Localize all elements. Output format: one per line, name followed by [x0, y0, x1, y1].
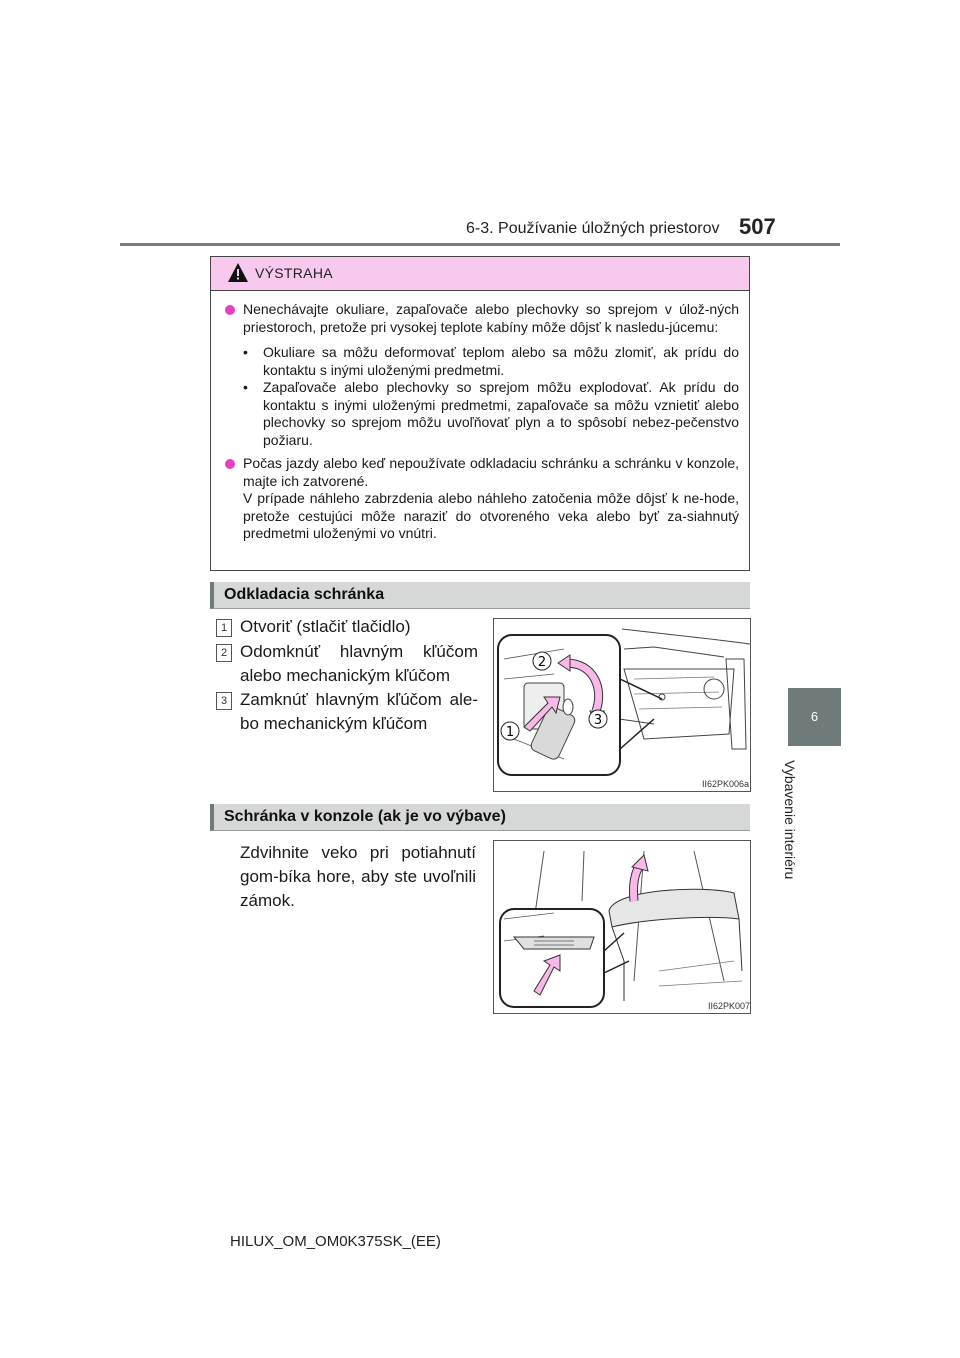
- warning-box: [210, 256, 750, 571]
- pink-bullet-icon: [225, 305, 235, 315]
- step-number: 3: [216, 692, 232, 710]
- step-text: Otvoriť (stlačiť tlačidlo): [240, 617, 411, 636]
- step-text: Zamknúť hlavným kľúčom ale-bo mechanickým kľúčom: [240, 690, 478, 733]
- warning-text: V prípade náhleho zabrzdenia alebo náhleho zatočenia môže dôjsť k ne-hode, pretože cestujúci môže naraziť do otvoreného veka alebo byť za-siahnutý predmetmi uloženými vo vnútri.: [243, 490, 739, 541]
- step-text: Odomknúť hlavným kľúčom alebo mechanickým kľúčom: [240, 642, 478, 685]
- header-rule: [120, 243, 840, 246]
- figure-code: II62PK006a: [702, 779, 750, 789]
- chapter-tab: [788, 688, 841, 746]
- warning-paragraph: [225, 455, 739, 543]
- section-heading-text: Schránka v konzole (ak je vo výbave): [224, 808, 506, 825]
- section-heading-console: [210, 804, 750, 831]
- warning-body: [225, 301, 739, 543]
- callout-1: 1: [505, 725, 515, 740]
- footer-doc-code: HILUX_OM_OM0K375SK_(EE): [230, 1233, 441, 1250]
- section-heading-text: Odkladacia schránka: [224, 586, 385, 603]
- step-item: [216, 640, 478, 688]
- glovebox-illustration: [494, 619, 750, 791]
- console-illustration: [494, 841, 750, 1013]
- step-item: [216, 615, 478, 639]
- callout-2: 2: [537, 655, 547, 670]
- warning-subitem: [225, 344, 739, 379]
- chapter-title: Vybavenie interiéru: [782, 760, 798, 880]
- step-number: 2: [216, 644, 232, 662]
- warning-text: Počas jazdy alebo keď nepoužívate odkladaciu schránku a schránku v konzole, majte ich zatvorené.: [243, 455, 739, 489]
- warning-title: VÝSTRAHA: [255, 265, 333, 281]
- step-item: [216, 688, 478, 736]
- section-heading-glovebox: [210, 582, 750, 609]
- warning-header: [211, 257, 749, 291]
- page-number: 507: [739, 214, 776, 239]
- warning-subitem: [225, 379, 739, 449]
- warning-paragraph: [225, 301, 739, 336]
- bullet-icon: •: [243, 344, 248, 360]
- running-header-section: 6-3. Používanie úložných priestorov: [466, 220, 720, 237]
- callout-3: 3: [593, 713, 603, 728]
- warning-triangle-icon: [227, 262, 249, 284]
- bullet-icon: •: [243, 379, 248, 395]
- figure-glovebox: [493, 618, 751, 792]
- figure-console: [493, 840, 751, 1014]
- figure-code: II62PK007: [708, 1001, 751, 1011]
- warning-subitem-text: Zapaľovače alebo plechovky so sprejom môžu explodovať. Ak prídu do kontaktu s inými uloženými predmetmi, zapaľovače sa môžu vznietiť alebo plechovky so sprejom môžu uvoľňovať plyn a to spôsobí nebez-pečenstvo požiaru.: [263, 379, 739, 448]
- warning-text: Nenechávajte okuliare, zapaľovače alebo plechovky so sprejom v úlož-ných priestoroch, pretože pri vysokej teplote kabíny môže dôjsť k nasledu-júcemu:: [243, 301, 739, 335]
- chapter-number: 6: [810, 709, 819, 724]
- step-number: 1: [216, 619, 232, 637]
- warning-subitem-text: Okuliare sa môžu deformovať teplom alebo sa môžu zlomiť, ak prídu do kontaktu s inými uloženými predmetmi.: [263, 344, 739, 378]
- console-instruction: Zdvihnite veko pri potiahnutí gom-bíka hore, aby ste uvoľnili zámok.: [240, 843, 476, 910]
- pink-bullet-icon: [225, 459, 235, 469]
